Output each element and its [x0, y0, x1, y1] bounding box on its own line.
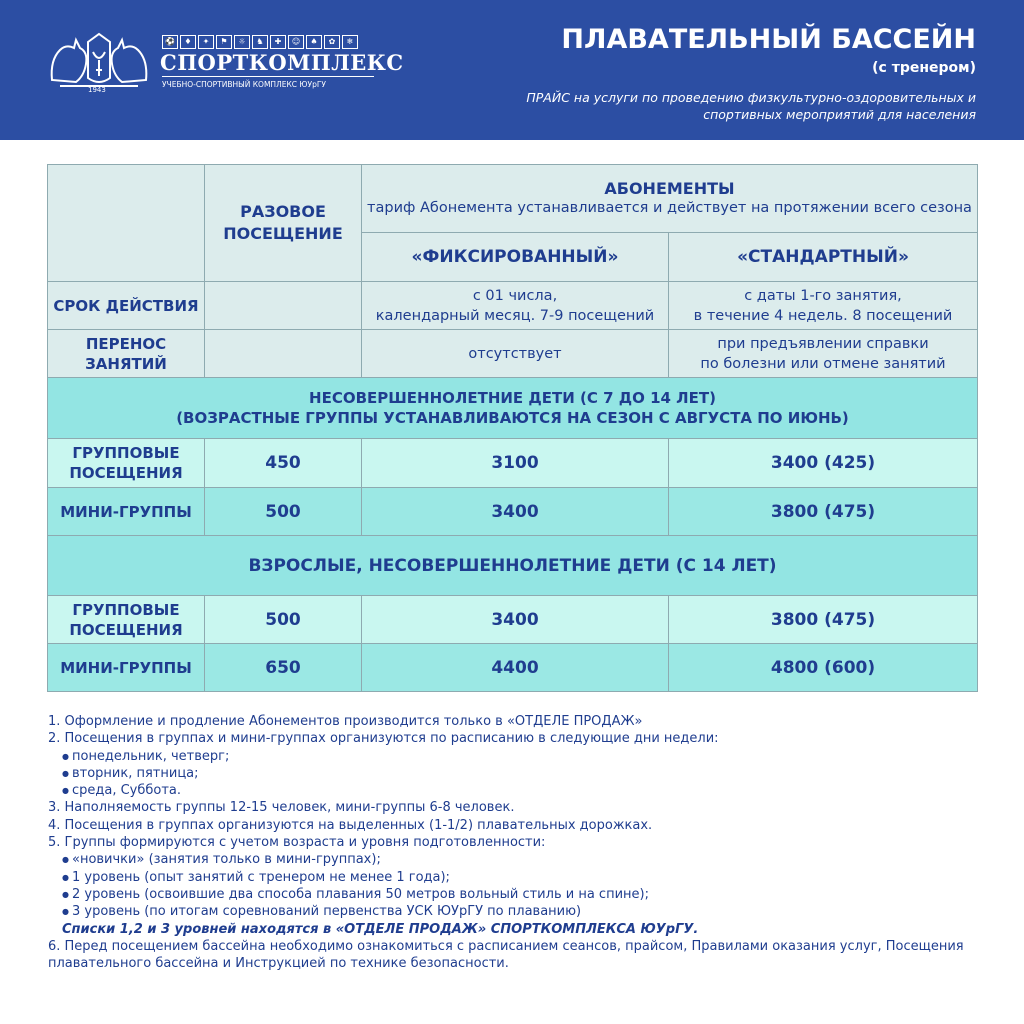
note-5-item: ● 3 уровень (по итогам соревнований первенства УСК ЮУрГУ по плаванию): [48, 903, 978, 920]
sport-icon: ⚑: [216, 35, 232, 49]
price-note: ПРАЙС на услуги по проведению физкультурно-оздоровительных и спортивных мероприятий для населения: [526, 90, 976, 122]
transfer-standard-line2: по болезни или отмене занятий: [700, 355, 946, 372]
section-adults: ВЗРОСЛЫЕ, НЕСОВЕРШЕННОЛЕТНИЕ ДЕТИ (С 14 ЛЕТ): [48, 536, 978, 596]
note-5-lists: Списки 1,2 и 3 уровней находятся в «ОТДЕЛЕ ПРОДАЖ» СПОРТКОМПЛЕКСА ЮУрГУ.: [62, 921, 699, 937]
transfer-standard-line1: при предъявлении справки: [717, 335, 929, 352]
note-5-item: ● 1 уровень (опыт занятий с тренером не менее 1 года);: [48, 869, 978, 886]
kids-mini-fixed: 3400: [362, 488, 669, 536]
header: [0, 0, 1024, 140]
sport-icon: ♠: [306, 35, 322, 49]
note-5-item: ● 2 уровень (освоившие два способа плавания 50 метров вольный стиль и на спине);: [48, 886, 978, 903]
sport-icon: ❄: [342, 35, 358, 49]
note-1: 1. Оформление и продление Абонементов производится только в «ОТДЕЛЕ ПРОДАЖ»: [48, 714, 643, 729]
note-2-item: ● среда, Суббота.: [48, 782, 978, 799]
transfer-standard: [669, 330, 978, 378]
kids-mini-single: 500: [205, 488, 362, 536]
sport-icon: ♦: [180, 35, 196, 49]
page-title: ПЛАВАТЕЛЬНЫЙ БАССЕЙН: [561, 24, 976, 55]
kids-group-label: ГРУППОВЫЕ ПОСЕЩЕНИЯ: [48, 439, 205, 488]
transfer-label: ПЕРЕНОС ЗАНЯТИЙ: [48, 330, 205, 378]
sport-icon: ✚: [270, 35, 286, 49]
validity-fixed-line2: календарный месяц. 7-9 посещений: [375, 307, 655, 324]
validity-standard-line1: с даты 1-го занятия,: [744, 287, 902, 304]
subscriptions-note: тариф Абонемента устанавливается и действует на протяжении всего сезона: [367, 200, 972, 216]
adult-mini-label: МИНИ-ГРУППЫ: [48, 644, 205, 692]
section-kids-line1: НЕСОВЕРШЕННОЛЕТНИЕ ДЕТИ (С 7 ДО 14 ЛЕТ): [309, 389, 716, 407]
sport-icon: ☼: [234, 35, 250, 49]
note-5: 5. Группы формируются с учетом возраста и уровня подготовленности:: [48, 835, 546, 851]
note-5-item: ● «новички» (занятия только в мини-группах);: [48, 851, 978, 868]
page-subtitle: (с тренером): [872, 60, 976, 76]
standard-header: «СТАНДАРТНЫЙ»: [669, 233, 978, 282]
validity-single: [205, 282, 362, 330]
fixed-header: «ФИКСИРОВАННЫЙ»: [362, 233, 669, 282]
note-3: 3. Наполняемость группы 12-15 человек, мини-группы 6-8 человек.: [48, 800, 515, 816]
validity-standard: [669, 282, 978, 330]
adult-group-single: 500: [205, 596, 362, 644]
sport-icons-row: [162, 35, 358, 49]
adult-group-fixed: 3400: [362, 596, 669, 644]
note-6: 6. Перед посещением бассейна необходимо ознакомиться с расписанием сеансов, прайсом, Правилами оказания услуг, Посещения плавательного бассейна и Инструкцией по технике безопасности.: [48, 938, 964, 972]
note-2-item: ● понедельник, четверг;: [48, 748, 978, 765]
adult-mini-standard: 4800 (600): [669, 644, 978, 692]
kids-group-standard: 3400 (425): [669, 439, 978, 488]
logo-divider: [162, 76, 374, 77]
sport-icon: ⚽: [162, 35, 178, 49]
sport-icon: ✦: [198, 35, 214, 49]
validity-label: СРОК ДЕЙСТВИЯ: [48, 282, 205, 330]
university-emblem-icon: [46, 30, 152, 90]
kids-group-single: 450: [205, 439, 362, 488]
note-2-item: ● вторник, пятница;: [48, 765, 978, 782]
adult-mini-fixed: 4400: [362, 644, 669, 692]
logo-year: 1943: [88, 86, 106, 94]
section-kids: [48, 378, 978, 439]
subscriptions-header: [362, 165, 978, 233]
kids-mini-label: МИНИ-ГРУППЫ: [48, 488, 205, 536]
adult-group-label: ГРУППОВЫЕ ПОСЕЩЕНИЯ: [48, 596, 205, 644]
single-visit-header: РАЗОВОЕ ПОСЕЩЕНИЕ: [205, 165, 362, 282]
logo-subtitle: УЧЕБНО-СПОРТИВНЫЙ КОМПЛЕКС ЮУрГУ: [162, 80, 326, 89]
notes: [48, 713, 978, 972]
adult-mini-single: 650: [205, 644, 362, 692]
transfer-fixed: отсутствует: [362, 330, 669, 378]
sport-icon: ♞: [252, 35, 268, 49]
kids-mini-standard: 3800 (475): [669, 488, 978, 536]
validity-standard-line2: в течение 4 недель. 8 посещений: [693, 307, 953, 324]
subscriptions-title: АБОНЕМЕНТЫ: [604, 179, 735, 198]
adult-group-standard: 3800 (475): [669, 596, 978, 644]
corner-cell: [48, 165, 205, 282]
price-table: [47, 164, 978, 692]
sport-icon: ☺: [288, 35, 304, 49]
logo-name: СПОРТКОМПЛЕКС: [160, 50, 404, 75]
section-kids-line2: (ВОЗРАСТНЫЕ ГРУППЫ УСТАНАВЛИВАЮТСЯ НА СЕЗОН С АВГУСТА ПО ИЮНЬ): [176, 409, 849, 427]
validity-fixed: [362, 282, 669, 330]
note-2: 2. Посещения в группах и мини-группах организуются по расписанию в следующие дни недели:: [48, 731, 719, 747]
note-4: 4. Посещения в группах организуются на выделенных (1-1/2) плавательных дорожках.: [48, 817, 653, 833]
kids-group-fixed: 3100: [362, 439, 669, 488]
sport-icon: ✿: [324, 35, 340, 49]
validity-fixed-line1: с 01 числа,: [472, 287, 558, 304]
transfer-single: [205, 330, 362, 378]
